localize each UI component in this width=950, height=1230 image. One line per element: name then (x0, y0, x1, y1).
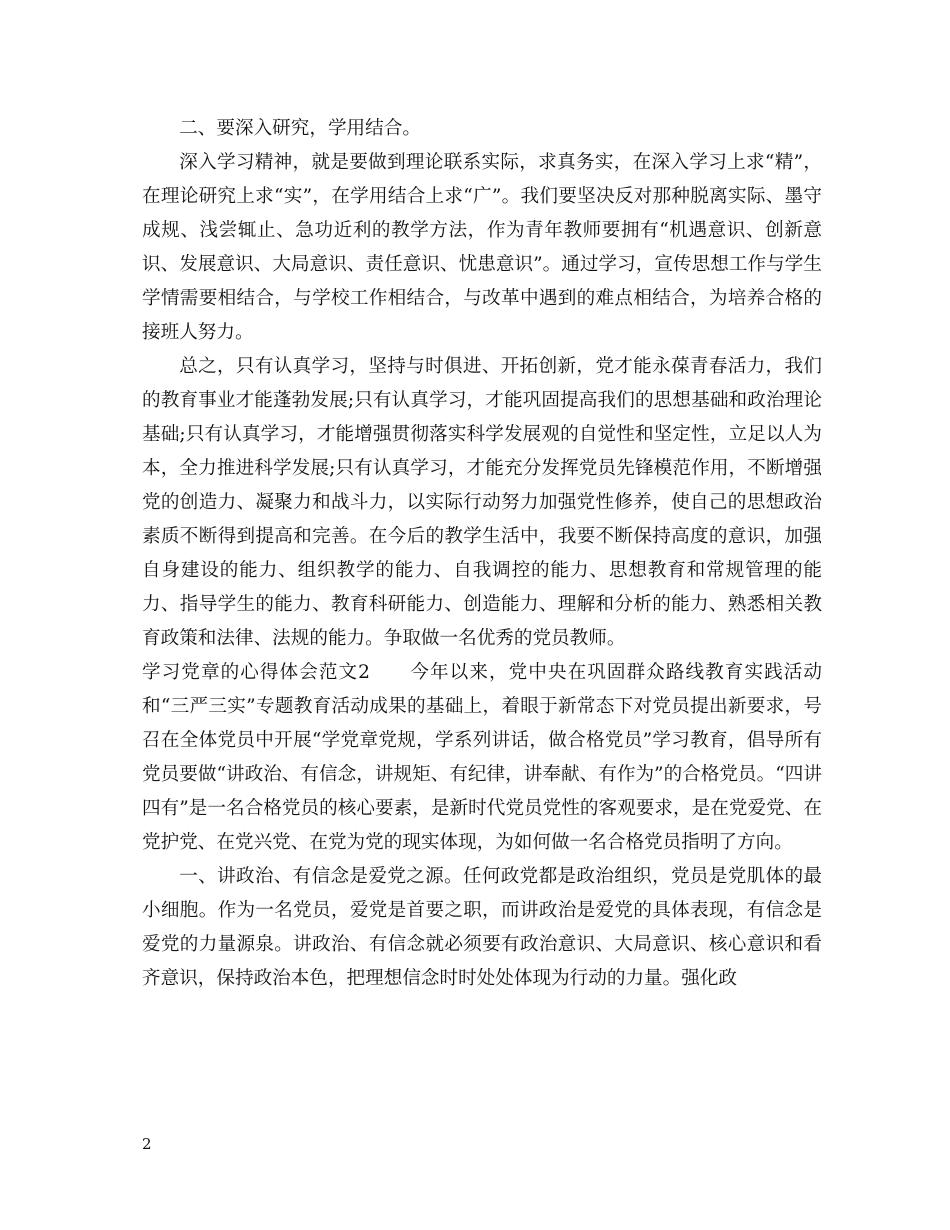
page-number: 2 (142, 1135, 152, 1153)
paragraph-conclusion: 总之，只有认真学习，坚持与时俱进、开拓创新，党才能永葆青春活力，我们的教育事业才能蓬勃发展;只有认真学习，才能巩固提高我们的思想基础和政治理论基础;只有认真学习，才能增强贯彻落实科学发展观的自觉性和坚定性，立足以人为本，全力推进科学发展;只有认真学习，才能充分发挥党员先锋模范作用，不断增强党的创造力、凝聚力和战斗力，以实际行动努力加强党性修养，使自己的思想政治素质不断得到提高和完善。在今后的教学生活中，我要不断保持高度的意识，加强自身建设的能力、组织教学的能力、自我调控的能力、思想教育和常规管理的能力、指导学生的能力、教育科研能力、创造能力、理解和分析的能力、熟悉相关教育政策和法律、法规的能力。争取做一名优秀的党员教师。 (142, 356, 822, 649)
paragraph-politics-belief: 一、讲政治、有信念是爱党之源。任何政党都是政治组织，党员是党肌体的最小细胞。作为一名党员，爱党是首要之职，而讲政治是爱党的具体表现，有信念是爱党的力量源泉。讲政治、有信念就必须要有政治意识、大局意识、核心意识和看齐意识，保持政治本色，把理想信念时时处处体现为行动的力量。强化政 (142, 866, 822, 989)
document-body (142, 112, 822, 996)
paragraph-essay-two-intro: 学习党章的心得体会范文2 今年以来，党中央在巩固群众路线教育实践活动和“三严三实”专题教育活动成果的基础上，着眼于新常态下对党员提出新要求，号召在全体党员中开展“学党章党规，学系列讲话，做合格党员”学习教育，倡导所有党员要做“讲政治、有信念，讲规矩、有纪律，讲奉献、有作为”的合格党员。“四讲四有”是一名合格党员的核心要素，是新时代党员党性的客观要求，是在党爱党、在党护党、在党兴党、在党为党的现实体现，为如何做一名合格党员指明了方向。 (142, 662, 822, 853)
paragraph-study-spirit: 深入学习精神，就是要做到理论联系实际，求真务实，在深入学习上求“精”，在理论研究上求“实”，在学用结合上求“广”。我们要坚决反对那种脱离实际、墨守成规、浅尝辄止、急功近利的教学方法，作为青年教师要拥有“机遇意识、创新意识、发展意识、大局意识、责任意识、忧患意识”。通过学习，宣传思想工作与学生学情需要相结合，与学校工作相结合，与改革中遇到的难点相结合，为培养合格的接班人努力。 (142, 152, 822, 343)
section-heading-two: 二、要深入研究，学用结合。 (179, 118, 421, 139)
